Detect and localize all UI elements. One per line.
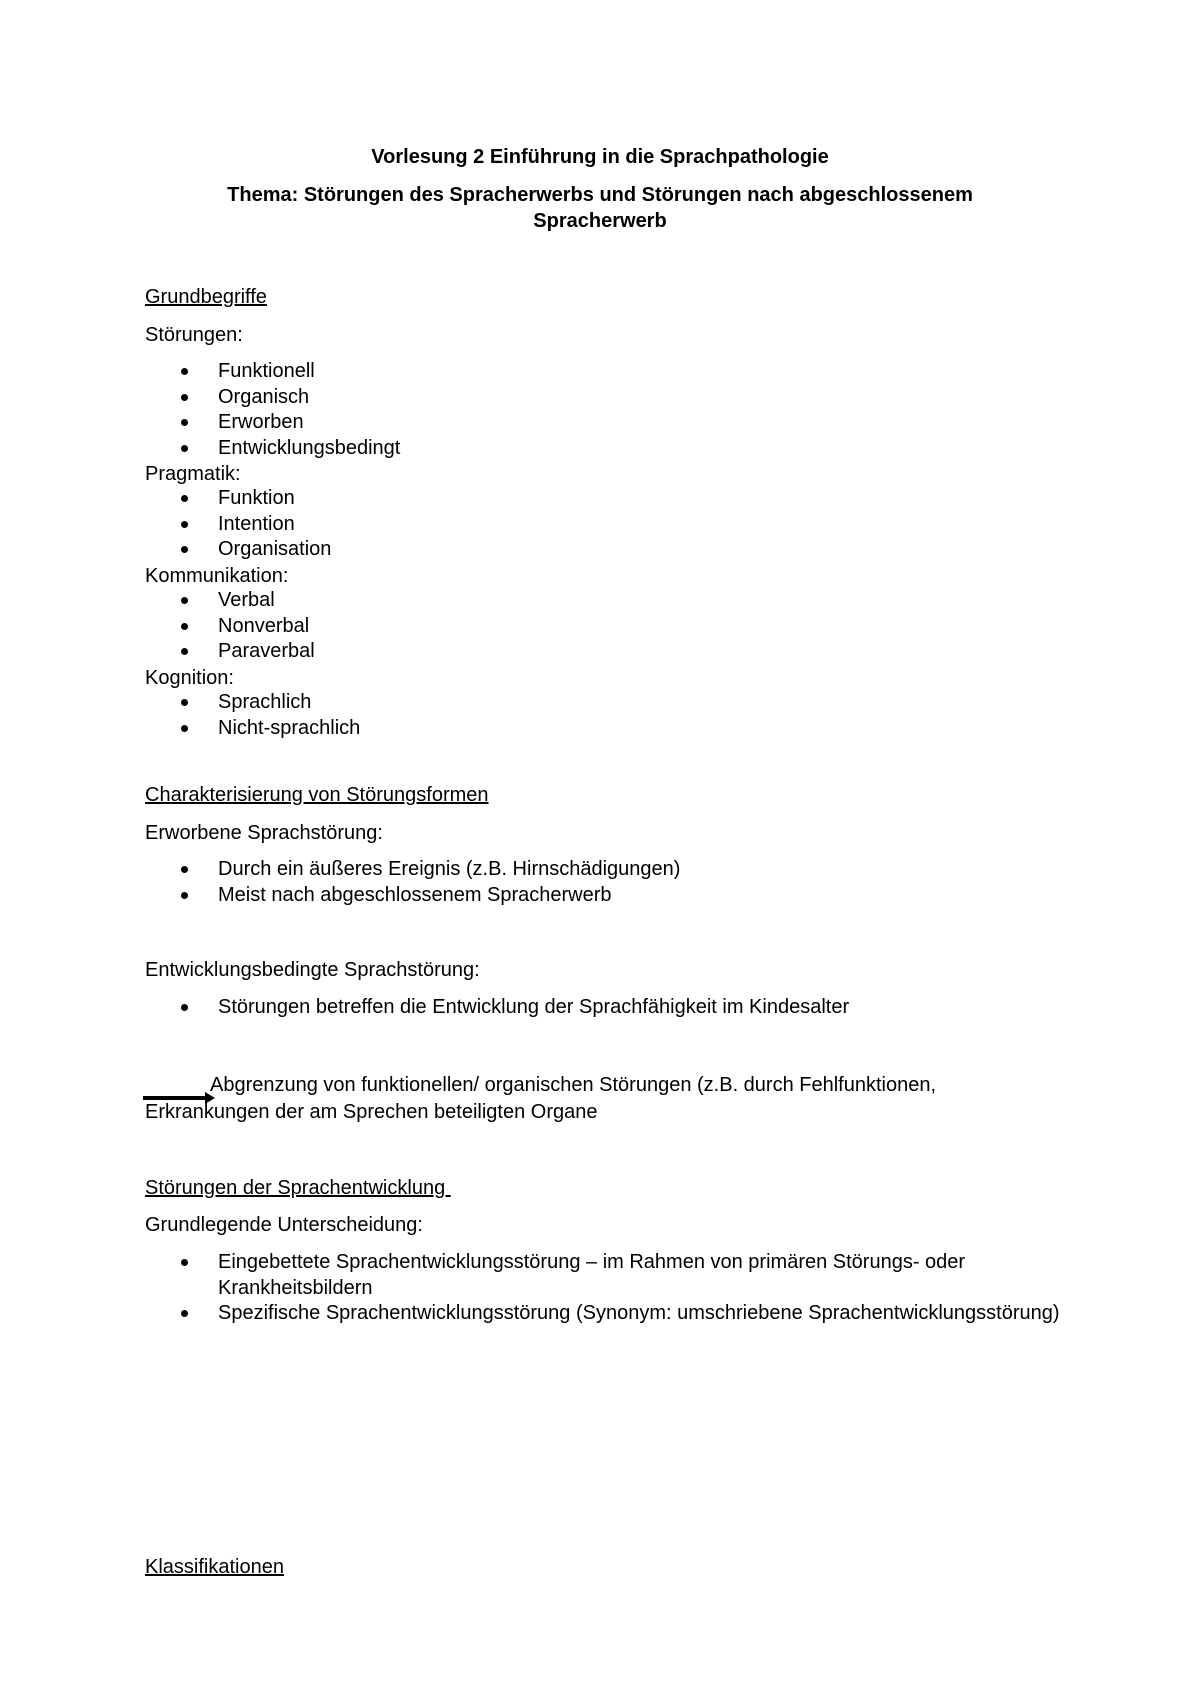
list-item: Meist nach abgeschlossenem Spracherwerb: [0, 883, 1200, 909]
bullet-icon: [181, 866, 188, 873]
abgrenzung-line1: Abgrenzung von funktionellen/ organischen Störungen (z.B. durch Fehlfunktionen,: [210, 1074, 937, 1096]
sprachentwicklung-list: [0, 1250, 1200, 1327]
pragmatik-label: Pragmatik:: [145, 463, 241, 485]
entwicklung-list: [0, 995, 1200, 1021]
erworbene-label: Erworbene Sprachstörung:: [145, 822, 383, 844]
stoerungen-list: [0, 359, 1200, 461]
bullet-icon: [181, 648, 188, 655]
list-item: Nonverbal: [0, 614, 1200, 640]
bullet-icon: [181, 495, 188, 502]
bullet-icon: [181, 419, 188, 426]
entwicklung-label: Entwicklungsbedingte Sprachstörung:: [145, 959, 480, 981]
list-item: Paraverbal: [0, 639, 1200, 665]
pragmatik-list: [0, 486, 1200, 563]
bullet-icon: [181, 725, 188, 732]
document-subtitle-line1: Thema: Störungen des Spracherwerbs und Störungen nach abgeschlossenem: [227, 184, 973, 206]
bullet-icon: [181, 521, 188, 528]
bullet-icon: [181, 394, 188, 401]
list-item: Erworben: [0, 410, 1200, 436]
list-item: Intention: [0, 512, 1200, 538]
list-item: Organisation: [0, 537, 1200, 563]
document-title: Vorlesung 2 Einführung in die Sprachpathologie: [371, 146, 829, 168]
list-item: Spezifische Sprachentwicklungsstörung (Synonym: umschriebene Sprachentwicklungsstörung): [0, 1301, 1068, 1327]
stoerungen-label: Störungen:: [145, 324, 243, 346]
bullet-icon: [181, 1310, 188, 1317]
unterscheidung-label: Grundlegende Unterscheidung:: [145, 1214, 423, 1236]
kognition-label: Kognition:: [145, 667, 234, 689]
list-item: Sprachlich: [0, 690, 1200, 716]
kommunikation-label: Kommunikation:: [145, 565, 289, 587]
section-heading-grundbegriffe: Grundbegriffe: [145, 286, 267, 308]
section-heading-charakterisierung: Charakterisierung von Störungsformen: [145, 784, 489, 806]
bullet-icon: [181, 699, 188, 706]
bullet-icon: [181, 1259, 188, 1266]
bullet-icon: [181, 546, 188, 553]
bullet-icon: [181, 892, 188, 899]
section-heading-klassifikationen: Klassifikationen: [145, 1556, 284, 1578]
list-item: Funktion: [0, 486, 1200, 512]
abgrenzung-line2: Erkrankungen der am Sprechen beteiligten Organe: [145, 1101, 598, 1123]
bullet-icon: [181, 623, 188, 630]
list-item: Nicht-sprachlich: [0, 716, 1200, 742]
list-item: Durch ein äußeres Ereignis (z.B. Hirnschädigungen): [0, 857, 1200, 883]
list-item: Eingebettete Sprachentwicklungsstörung – im Rahmen von primären Störungs- oder Krankheitsbildern: [0, 1250, 1068, 1301]
list-item: Verbal: [0, 588, 1200, 614]
bullet-icon: [181, 1004, 188, 1011]
kommunikation-list: [0, 588, 1200, 665]
list-item: Entwicklungsbedingt: [0, 436, 1200, 462]
kognition-list: [0, 690, 1200, 741]
list-item: Organisch: [0, 385, 1200, 411]
bullet-icon: [181, 368, 188, 375]
erworbene-list: [0, 857, 1200, 908]
list-item: Störungen betreffen die Entwicklung der Sprachfähigkeit im Kindesalter: [0, 995, 1200, 1021]
bullet-icon: [181, 445, 188, 452]
list-item: Funktionell: [0, 359, 1200, 385]
document-subtitle-line2: Spracherwerb: [533, 210, 667, 232]
section-heading-sprachentwicklung: Störungen der Sprachentwicklung: [145, 1177, 451, 1199]
bullet-icon: [181, 597, 188, 604]
